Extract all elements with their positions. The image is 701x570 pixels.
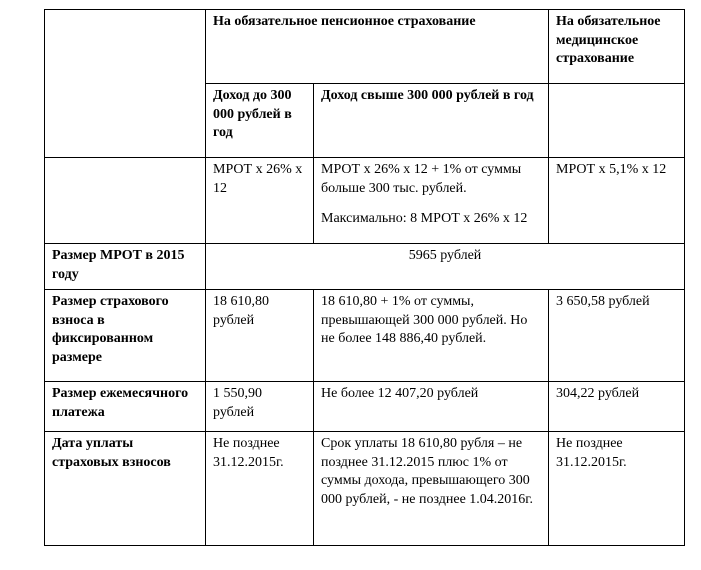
table-row — [45, 10, 685, 84]
pension-header-cell — [206, 10, 549, 84]
formula-over-line1: МРОТ х 26% х 12 + 1% от суммы больше 300 тыс. рублей. — [321, 162, 522, 196]
due-medical: Не позднее 31.12.2015г. — [556, 436, 627, 470]
monthly-over-cell — [314, 382, 549, 432]
fixed-over-cell — [314, 290, 549, 382]
monthly-to-cell — [206, 382, 314, 432]
fixed-medical: 3 650,58 рублей — [556, 294, 650, 309]
mrot-value: 5965 рублей — [408, 248, 482, 263]
due-label-cell — [45, 432, 206, 546]
due-label: Дата уплаты страховых взносов — [52, 436, 171, 470]
due-medical-cell — [549, 432, 685, 546]
contributions-table — [44, 9, 685, 546]
table-row — [45, 432, 685, 546]
monthly-to: 1 550,90 рублей — [213, 386, 262, 420]
monthly-medical: 304,22 рублей — [556, 386, 640, 401]
due-over-cell — [314, 432, 549, 546]
empty-label-cell — [45, 158, 206, 244]
fixed-over: 18 610,80 + 1% от суммы, превышающей 300 000 рублей. Но не более 148 886,40 рублей. — [321, 294, 528, 346]
formula-over-line2: Максимально: 8 МРОТ х 26% х 12 — [321, 211, 528, 226]
income-over-header-cell — [314, 84, 549, 158]
empty-cell — [549, 84, 685, 158]
formula-medical: МРОТ х 5,1% х 12 — [556, 162, 667, 177]
monthly-label: Размер ежемесячного платежа — [52, 386, 189, 420]
mrot-label: Размер МРОТ в 2015 году — [52, 248, 185, 282]
income-to-header-cell — [206, 84, 314, 158]
mrot-value-cell — [206, 244, 685, 290]
income-over-header: Доход свыше 300 000 рублей в год — [321, 88, 534, 103]
table-row — [45, 290, 685, 382]
table-row — [45, 158, 685, 244]
medical-header: На обязательное медицинское страхование — [556, 14, 661, 66]
due-to-cell — [206, 432, 314, 546]
due-to: Не позднее 31.12.2015г. — [213, 436, 284, 470]
formula-over-cell — [314, 158, 549, 244]
monthly-medical-cell — [549, 382, 685, 432]
formula-to-cell — [206, 158, 314, 244]
due-over: Срок уплаты 18 610,80 рубля – не позднее 31.12.2015 плюс 1% от суммы дохода, превышающего 300 000 рублей, - не позднее 1.04.2016г. — [321, 436, 533, 507]
table-row — [45, 244, 685, 290]
medical-header-cell — [549, 10, 685, 84]
formula-medical-cell — [549, 158, 685, 244]
monthly-over: Не более 12 407,20 рублей — [321, 386, 479, 401]
fixed-medical-cell — [549, 290, 685, 382]
empty-corner-cell — [45, 10, 206, 158]
monthly-label-cell — [45, 382, 206, 432]
table-row — [45, 382, 685, 432]
pension-header: На обязательное пенсионное страхование — [213, 14, 476, 29]
income-to-header: Доход до 300 000 рублей в год — [213, 88, 292, 140]
fixed-to-cell — [206, 290, 314, 382]
mrot-label-cell — [45, 244, 206, 290]
fixed-to: 18 610,80 рублей — [213, 294, 269, 328]
fixed-label: Размер страхового взноса в фиксированном размере — [52, 294, 169, 365]
fixed-label-cell — [45, 290, 206, 382]
formula-to: МРОТ х 26% х 12 — [213, 162, 303, 196]
